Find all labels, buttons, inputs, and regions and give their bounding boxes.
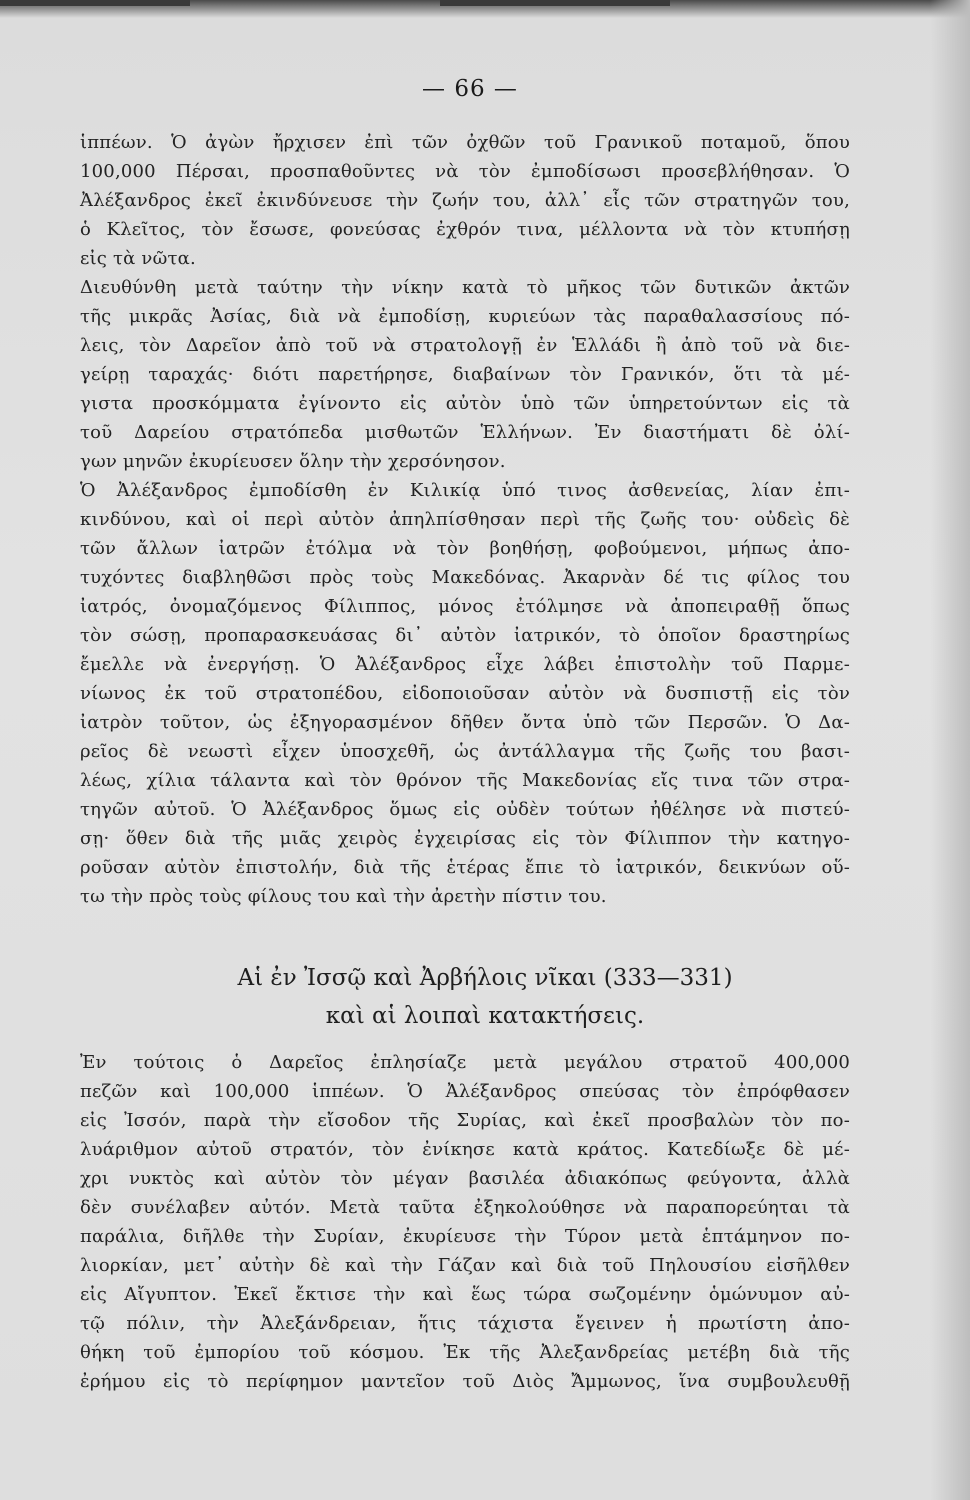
text-line: ἱππέων. Ὁ ἀγὼν ἤρχισεν ἐπὶ τῶν ὀχθῶν τοῦ Γρανικοῦ ποταμοῦ, ὅπου (80, 132, 850, 153)
text-block-2 (80, 1048, 850, 1396)
text-line: τοῦ Δαρείου στρατόπεδα μισθωτῶν Ἑλλήνων. Ἐν διαστήματι δὲ ὀλί- (80, 422, 850, 443)
text-line: τῷ πόλιν, τὴν Ἀλεξάνδρειαν, ἥτις τάχιστα ἔγεινεν ἡ πρωτίστη ἀπο- (80, 1313, 850, 1334)
text-line: δὲν συνέλαβεν αὐτόν. Μετὰ ταῦτα ἐξηκολούθησε νὰ παραπορεύηται τὰ (80, 1197, 850, 1218)
text-line: γων μηνῶν ἐκυρίευσεν ὅλην τὴν χερσόνησον. (80, 451, 506, 472)
text-line: τηγῶν αὐτοῦ. Ὁ Ἀλέξανδρος ὅμως εἰς οὐδὲν τούτων ἠθέλησε νὰ πιστεύ- (80, 799, 850, 820)
text-line: χρι νυκτὸς καὶ αὐτὸν τὸν μέγαν βασιλέα ἀδιακόπως φεύγοντα, ἀλλὰ (80, 1168, 850, 1189)
page-edge-shadow (930, 0, 970, 1500)
text-line: Ἀλέξανδρος ἐκεῖ ἐκινδύνευσε τὴν ζωήν του, ἀλλ᾽ εἷς τῶν στρατηγῶν του, (80, 190, 850, 211)
text-line: παράλια, διῆλθε τὴν Συρίαν, ἐκυρίευσε τὴν Τύρον μετὰ ἑπτάμηνον πο- (80, 1226, 850, 1247)
text-line: ρεῖος δὲ νεωστὶ εἶχεν ὑποσχεθῆ, ὡς ἀντάλλαγμα τῆς ζωῆς του βασι- (80, 741, 850, 762)
text-line: Διευθύνθη μετὰ ταύτην τὴν νίκην κατὰ τὸ μῆκος τῶν δυτικῶν ἀκτῶν (80, 277, 850, 298)
text-line: ροῦσαν αὐτὸν ἐπιστολήν, διὰ τῆς ἑτέρας ἔπιε τὸ ἰατρικόν, δεικνύων οὕ- (80, 857, 850, 878)
text-line: σῃ· ὅθεν διὰ τῆς μιᾶς χειρὸς ἐγχειρίσας εἰς τὸν Φίλιππον τὴν κατηγο- (80, 828, 850, 849)
text-line: κινδύνου, καὶ οἱ περὶ αὐτὸν ἀπηλπίσθησαν περὶ τῆς ζωῆς του· οὐδεὶς δὲ (80, 509, 850, 530)
text-line: νίωνος ἐκ τοῦ στρατοπέδου, εἰδοποιοῦσαν αὐτὸν νὰ δυσπιστῇ εἰς τὸν (80, 683, 850, 704)
text-line: τυχόντες διαβληθῶσι πρὸς τοὺς Μακεδόνας. Ἀκαρνὰν δέ τις φίλος του (80, 567, 850, 588)
scan-edge-mark (440, 0, 670, 6)
text-line: πεζῶν καὶ 100,000 ἱππέων. Ὁ Ἀλέξανδρος σπεύσας τὸν ἐπρόφθασεν (80, 1081, 850, 1102)
text-line: ἐρήμου εἰς τὸ περίφημον μαντεῖον τοῦ Διὸς Ἄμμωνος, ἵνα συμβουλευθῇ (80, 1371, 850, 1392)
text-line: εἰς Ἰσσόν, παρὰ τὴν εἴσοδον τῆς Συρίας, καὶ ἐκεῖ προσβαλὼν τὸν πο- (80, 1110, 850, 1131)
text-line: γείρῃ ταραχάς· διότι παρετήρησε, διαβαίνων τὸν Γρανικόν, ὅτι τὰ μέ- (80, 364, 850, 385)
text-line: ἰατρός, ὀνομαζόμενος Φίλιππος, μόνος ἐτόλμησε νὰ ἀποπειραθῇ ὅπως (80, 596, 850, 617)
text-line: εἰς τὰ νῶτα. (80, 248, 196, 269)
section-heading-line2: καὶ αἱ λοιπαὶ κατακτήσεις. (325, 1003, 645, 1029)
text-line: ἔμελλε νὰ ἐνεργήσῃ. Ὁ Ἀλέξανδρος εἶχε λάβει ἐπιστολὴν τοῦ Παρμε- (80, 654, 850, 675)
text-line: 100,000 Πέρσαι, προσπαθοῦντες νὰ τὸν ἐμποδίσωσι προσεβλήθησαν. Ὁ (80, 161, 850, 182)
text-line: τῶν ἄλλων ἰατρῶν ἐτόλμα νὰ τὸν βοηθήσῃ, φοβούμενοι, μήπως ἀπο- (80, 538, 850, 559)
text-line: λιορκίαν, μετ᾽ αὐτὴν δὲ καὶ τὴν Γάζαν καὶ διὰ τοῦ Πηλουσίου εἰσῆλθεν (80, 1255, 850, 1276)
scan-edge-mark (0, 0, 190, 6)
text-line: Ὁ Ἀλέξανδρος ἐμποδίσθη ἐν Κιλικίᾳ ὑπό τινος ἀσθενείας, λίαν ἐπι- (80, 480, 850, 501)
text-line: τω τὴν πρὸς τοὺς φίλους του καὶ τὴν ἀρετὴν πίστιν του. (80, 886, 607, 907)
text-block-1 (80, 128, 850, 911)
section-heading-line1: Αἱ ἐν Ἰσσῷ καὶ Ἀρβήλοις νῖκαι (333—331) (237, 965, 733, 991)
text-line: λέως, χίλια τάλαντα καὶ τὸν θρόνον τῆς Μακεδονίας εἴς τινα τῶν στρα- (80, 770, 850, 791)
text-line: τῆς μικρᾶς Ἀσίας, διὰ νὰ ἐμποδίσῃ, κυριεύων τὰς παραθαλασσίους πό- (80, 306, 850, 327)
text-line: τὸν σώσῃ, προπαρασκευάσας δι᾽ αὐτὸν ἰατρικόν, τὸ ὁποῖον δραστηρίως (80, 625, 850, 646)
text-line: θήκη τοῦ ἐμπορίου τοῦ κόσμου. Ἐκ τῆς Ἀλεξανδρείας μετέβη διὰ τῆς (80, 1342, 850, 1363)
text-line: λεις, τὸν Δαρεῖον ἀπὸ τοῦ νὰ στρατολογῇ ἐν Ἑλλάδι ἢ ἀπὸ τοῦ νὰ διε- (80, 335, 850, 356)
text-line: Ἐν τούτοις ὁ Δαρεῖος ἐπλησίαζε μετὰ μεγάλου στρατοῦ 400,000 (80, 1052, 850, 1073)
text-line: εἰς Αἴγυπτον. Ἐκεῖ ἔκτισε τὴν καὶ ἕως τώρα σωζομένην ὁμώνυμον αὐ- (80, 1284, 850, 1305)
text-line: λυάριθμον αὐτοῦ στρατόν, τὸν ἐνίκησε κατὰ κράτος. Κατεδίωξε δὲ μέ- (80, 1139, 850, 1160)
page-number: — 66 — (422, 76, 518, 102)
text-line: ἰατρὸν τοῦτον, ὡς ἐξηγορασμένον δῆθεν ὄντα ὑπὸ τῶν Περσῶν. Ὁ Δα- (80, 712, 850, 733)
text-line: γιστα προσκόμματα ἐγίνοντο εἰς αὐτὸν ὑπὸ τῶν ὑπηρετούντων εἰς τὰ (80, 393, 850, 414)
text-line: ὁ Κλεῖτος, τὸν ἔσωσε, φονεύσας ἐχθρόν τινα, μέλλοντα νὰ τὸν κτυπήσῃ (80, 219, 850, 240)
